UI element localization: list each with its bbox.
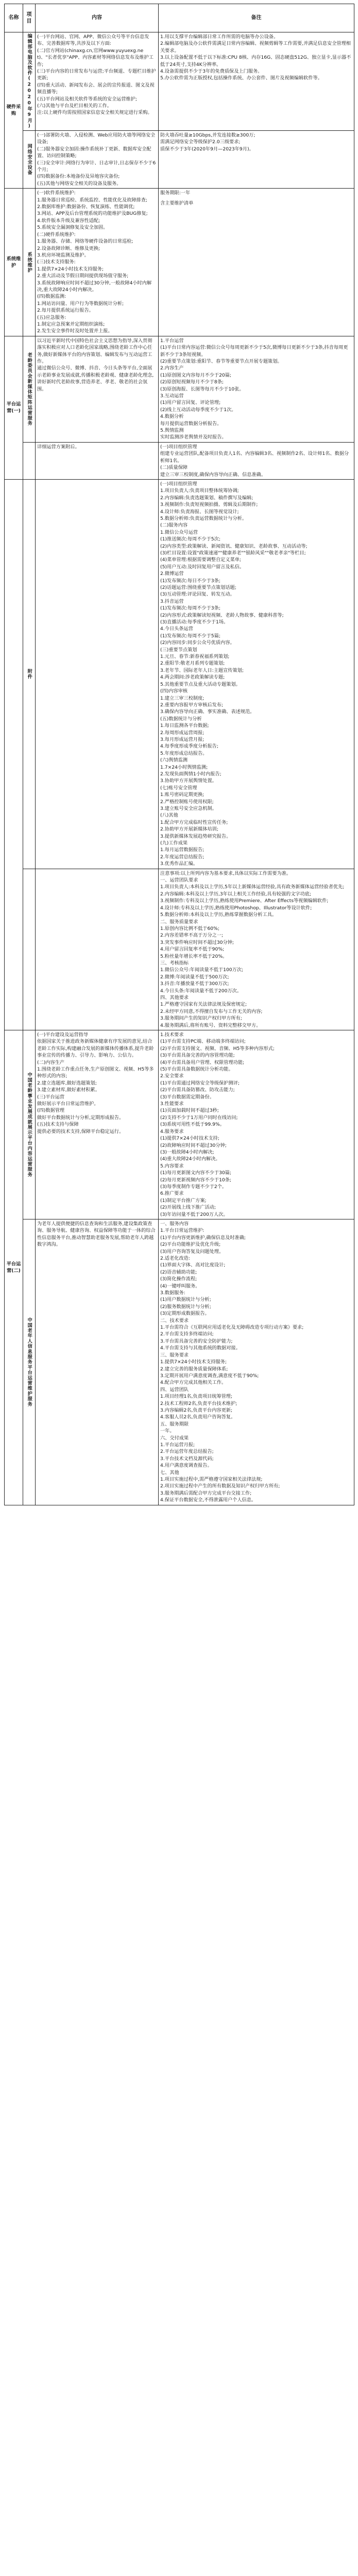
remark-line: (1)发布频次:每周不少于3条; — [160, 605, 220, 612]
remark-line: (三)重要节点策划 — [160, 647, 197, 653]
remark-line: (1)平台需通过网络安全等级保护测评; — [160, 1080, 240, 1086]
remark-line: 3.平台技术文档及源代码; — [160, 1455, 214, 1462]
header-name: 名称 — [5, 4, 23, 32]
remark-line: (1)用户数据统计与分析; — [160, 1297, 211, 1303]
remark-line: 2.未经甲方同意,不得擅自发布与工作无关的内容; — [160, 1008, 263, 1014]
remark-line: (2)原创短视频每月不少于8条; — [160, 379, 224, 385]
remark-line: (3)原创海报、长图等每月不少于10张。 — [160, 386, 244, 392]
remark-line: 建立三审三校制度,确保内容导向正确、信息准确。 — [160, 471, 266, 478]
section-name-cell — [5, 336, 23, 479]
remark-line: 4.客服人员2名,负责用户咨询答复。 — [160, 1414, 236, 1420]
remark-line: 1.每月运营数据报告; — [160, 847, 204, 853]
procurement-table — [4, 4, 354, 1505]
content-line: 2.发生安全事件时及时处置并上报。 — [37, 328, 113, 334]
remark-line: (2)话题运营:围绕重要节点策划话题; — [160, 585, 236, 590]
remark-line: 4.配合甲方完成其他相关工作。 — [160, 1380, 227, 1386]
remark-line: (2)支持不少于1万用户同时在线访问; — [160, 1114, 238, 1121]
header-item: 项目 — [23, 4, 36, 32]
remark-line: 每月提供运营数据分析报告。 — [160, 420, 222, 427]
remark-line: 3.数据服务: — [160, 1290, 185, 1296]
remark-line: 3.优秀作品汇编。 — [160, 861, 198, 867]
remark-line: 3.老年节、国际老年人日:主题宣传策划; — [160, 667, 244, 673]
content-line: 1.制定应急预案并定期组织演练; — [37, 321, 105, 327]
remark-line: 3.提供新媒体发展趋势研究报告。 — [160, 833, 231, 839]
remark-line: (5)用户互动:及时回复用户留言及私信。 — [160, 564, 245, 570]
remark-cell — [159, 32, 354, 131]
remark-line: 5.粉丝量年增长率不低于20%。 — [160, 953, 228, 959]
header-content: 内容 — [36, 4, 159, 32]
remark-line: 2.协助甲方开展新媒体培训; — [160, 826, 218, 833]
table-row — [5, 32, 354, 131]
remark-line: 5.年度形成总结报告。 — [160, 750, 208, 756]
table-row — [5, 189, 354, 336]
remark-line: (3)栏目设置:设置"政策速递""健康养老""银龄风采""敬老孝亲"等栏目; — [160, 550, 306, 556]
remark-line: 一、运营团队要求 — [160, 877, 198, 884]
content-line: 通过微信公众号、微博、抖音、今日头条等平台,全面展示老龄事业发展成就,传播积极老龄观、健康老龄化理念,讲好新时代老龄故事,营造养老、孝老、敬老的社会氛围。 — [37, 365, 154, 392]
remark-line: (1)制定平台推广方案; — [160, 1197, 207, 1204]
remark-line: 4.服务期满后,将所有账号、资料完整移交甲方。 — [160, 1022, 261, 1028]
content-line: 2.每月提供系统运行报告。 — [37, 308, 94, 314]
remark-line: 4.服务要求 — [160, 1128, 184, 1134]
remark-line: 3.服务期满后需配合甲方完成平台交接工作; — [160, 1490, 252, 1496]
remark-line: 1.项目负责人:本科及以上学历,5年以上新媒体运营经验,具有政务新媒体运营经验者优先; — [160, 884, 345, 890]
remark-line: 2.安全要求 — [160, 1073, 184, 1079]
content-line: (四)数据备份:本地备份及异地容灾备份; — [37, 174, 120, 180]
content-line: 1.网站访问量、用户行为等数据统计分析; — [37, 300, 124, 307]
remark-cell — [159, 1219, 354, 1505]
content-cell — [36, 442, 159, 479]
remark-line: 4.平台需支持与其他系统的数据对接。 — [160, 1345, 241, 1351]
remark-line: 5.舆情监测 — [160, 428, 184, 434]
content-line: 2.重大活动及节假日期间提供现场值守服务; — [37, 273, 129, 279]
content-cell — [36, 131, 159, 189]
remark-line: (5)平台需具备数据统计分析功能。 — [160, 1066, 233, 1073]
remark-line: 3.性能要求 — [160, 1101, 184, 1107]
remark-line: (一)项目组织管理 — [160, 444, 197, 450]
content-line: (一)平台网站、官网、APP、微信公众号等平台信息发布、完善数据库等,共涉及以下方面: — [37, 34, 149, 47]
remark-line: (1)提供7×24小时技术支持; — [160, 1136, 219, 1142]
content-line: 3.网站、APP及后台管理系统的功能维护及BUG修复; — [37, 211, 148, 217]
remark-line: 1.技术要求 — [160, 1032, 184, 1038]
remark-line: 6.推广要求 — [160, 1191, 184, 1197]
remark-line: (4)重大故障24小时内解决。 — [160, 1156, 220, 1162]
remark-line: 2.微博:年阅读量不低于500万次; — [160, 974, 229, 980]
remark-cell — [159, 479, 354, 869]
remark-line: (一)项目组织管理 — [160, 481, 197, 487]
remark-line: 1.严格遵守国家有关法律法规及保密规定; — [160, 1002, 247, 1008]
remark-line: 3.内容编辑2名,负责平台内容更新; — [160, 1407, 233, 1413]
remark-line: 4.用户留言回复率不低于90%; — [160, 946, 225, 953]
remark-line: (3)年访问量不低于200万人次。 — [160, 1211, 228, 1217]
remark-line: 2.发现负面舆情1小时内报告; — [160, 771, 221, 777]
item-cell — [23, 479, 36, 869]
remark-line: 二、服务质量要求 — [160, 919, 198, 925]
remark-line: 3.建立账号安全应急机制。 — [160, 806, 217, 811]
remark-line: 3.抖音:年播放量不低于300万次; — [160, 981, 229, 987]
remark-line: 2.内容差错率不高于万分之一; — [160, 933, 224, 939]
remark-line: (4)一键呼叫服务。 — [160, 1283, 200, 1289]
remark-line: 实时监测涉老舆情并及时报告。 — [160, 434, 227, 440]
remark-line: (2)开展线上线下推广活动; — [160, 1205, 216, 1211]
remark-line: 1.提供7×24小时技术支持服务; — [160, 1359, 227, 1365]
remark-line: 质保不少于3年(2020年9月—2023年9月)。 — [160, 146, 254, 152]
remark-line: (3)直播活动:每季度不少于1场。 — [160, 619, 229, 625]
remark-line: (八)其他 — [160, 812, 178, 819]
content-cell — [36, 336, 159, 442]
content-line: 5.系统安全漏洞修复及安全加固。 — [37, 225, 108, 231]
remark-line: (九)工作成果 — [160, 840, 188, 846]
remark-line: 3.平台需具备完善的安全防护能力; — [160, 1338, 233, 1344]
remark-line: (六)舆情监测 — [160, 757, 188, 764]
content-line: (四)重大活动、新闻发布会、展会的宣传报道、图文及视频直播等; — [37, 82, 155, 95]
item-label: 编辑部电脑及软件(2020年9月) — [26, 33, 32, 129]
remark-line: (3)平台需具备完善的内容管理功能; — [160, 1053, 235, 1059]
remark-line: (2)每月更新视频内容不少于10条; — [160, 1177, 232, 1183]
content-line: 2.设备故障诊断、维修及更换; — [37, 245, 100, 251]
item-label: 附件 — [26, 669, 32, 680]
remark-line: 4.两会期间:涉老政策解读专题; — [160, 674, 225, 681]
remark-line: (3)简化操作流程; — [160, 1276, 197, 1282]
remark-line: 1.项目负责人:负责项目整体统筹协调; — [160, 488, 239, 494]
remark-line: 四、运营团队 — [160, 1386, 189, 1393]
content-line: 依据国家关于推进政务新媒体健康有序发展的意见,结合老龄工作实际,构建融合发展的新媒体传播体系,提升老龄事业宣传的传播力、引导力、影响力、公信力。 — [37, 1039, 154, 1059]
remark-line: (1)推送频次:每周不少于5次; — [160, 536, 220, 543]
remark-line: 1.原创内容比例不低于60%; — [160, 925, 219, 931]
table-row — [5, 1030, 354, 1219]
content-line: 做好展示平台日常运营维护。 — [37, 1101, 99, 1107]
remark-line: 2.平台运营年度总结报告; — [160, 1449, 214, 1455]
remark-line: 需满足网络安全等级保护2.0三级要求; — [160, 139, 241, 145]
item-cell — [23, 1030, 36, 1219]
content-line: (一)平台建设及运营指导 — [37, 1032, 89, 1038]
remark-line: (3)系统可用性不低于99.9%。 — [160, 1122, 225, 1128]
remark-line: (1)页面加载时间不超过3秒; — [160, 1108, 219, 1114]
remark-line: 3.服务期间产生的知识产权归甲方所有; — [160, 1015, 242, 1022]
remark-line: (2)内容类型:政策解读、新闻资讯、健康知识、老龄故事、互动活动等; — [160, 543, 308, 549]
content-line: (二)内容生产 — [37, 1059, 65, 1065]
remark-cell — [159, 1030, 354, 1219]
remark-line: 3.抖音运营 — [160, 598, 184, 604]
remark-line: 4.今日头条:年阅读量不低于200万次。 — [160, 988, 242, 994]
content-line: (三)平台内容的日常发布与运营;平台频道、专题栏目维护更新; — [37, 69, 156, 81]
remark-line: (3)平台数据需定期备份。 — [160, 1094, 214, 1100]
table-row — [5, 131, 354, 189]
remark-line: (1)发布频次:每周不少于5篇; — [160, 633, 220, 639]
remark-line: 4.设计师:负责海报、长图等视觉设计; — [160, 509, 239, 515]
table-row — [5, 336, 354, 442]
remark-line: 1.建立三审三校制度; — [160, 695, 204, 701]
remark-line: (2)平台需具备防篡改、防攻击能力; — [160, 1087, 235, 1093]
remark-line: 3.确保内容导向正确、事实准确、表述规范。 — [160, 709, 255, 715]
content-cell — [36, 1219, 159, 1505]
remark-line: 2.年度运营总结报告; — [160, 854, 204, 860]
content-line: 1.围绕老龄工作重点任务,生产原创图文、视频、H5等多种形式的内容; — [37, 1066, 154, 1079]
remark-line: (2)故障响应时间不超过30分钟; — [160, 1142, 227, 1148]
remark-line: (1)平台需支持PC端、移动端多终端访问; — [160, 1039, 246, 1045]
content-line: (一)软件系统维护: — [37, 190, 76, 196]
content-line: (二)官方网站(chinaxg.cn,官网www.yuyuexg.net)、"长者优享"APP、内容素材等网络信息发布及维护工作; — [37, 47, 154, 67]
remark-line: 3.视频制作:专科及以上学历,熟练使用Premiere、After Effects等视频编辑软件; — [160, 898, 329, 904]
remark-line: 5.数据分析师:本科及以上学历,熟练掌握数据分析工具。 — [160, 912, 277, 918]
remark-line: (二)服务内容 — [160, 522, 188, 529]
remark-line: 3.协助甲方开展舆情处置。 — [160, 778, 217, 784]
remark-line: (2)内容形式:政策解读短视频、老龄人物故事、健康科普等; — [160, 612, 284, 618]
content-cell — [36, 32, 159, 131]
section-name-cell — [5, 479, 23, 1030]
remark-line: (3)每季度制作专题不少于2个。 — [160, 1183, 227, 1190]
content-cell — [36, 479, 159, 869]
remark-line: 1.配合甲方完成临时性宣传任务; — [160, 819, 228, 825]
remark-line: 5.办公软件需为正版授权,包括操作系统、办公套件、图片及视频编辑软件等。 — [160, 75, 322, 81]
table-row — [5, 1219, 354, 1505]
remark-line: 1.7×24小时舆情监测; — [160, 764, 208, 770]
content-line: (五)应急服务: — [37, 314, 66, 320]
remark-line: (4)菜单管理:根据需要调整自定义菜单; — [160, 557, 242, 563]
remark-line: (2)语音辅助功能; — [160, 1269, 197, 1275]
remark-line: 2.重要内容报甲方审核后发布; — [160, 702, 224, 708]
section-name: 平台运营(一) — [6, 401, 21, 414]
remark-line: (1)平台内容更新维护,确保信息及时准确; — [160, 1234, 246, 1241]
content-line: 2.数据库维护:数据备份、恢复演练、性能调优; — [37, 204, 135, 210]
remark-line: 三、服务要求 — [160, 1352, 189, 1358]
item-cell — [23, 189, 36, 336]
item-cell — [23, 32, 36, 131]
content-line: (三)技术支持服务: — [37, 259, 76, 265]
remark-line: 2.内容生产 — [160, 365, 184, 371]
remark-line: 二、技术要求 — [160, 1317, 189, 1324]
remark-line: (2)平台需支持图文、视频、音频、H5等多种内容形式; — [160, 1045, 275, 1052]
document-sheet — [4, 4, 354, 1505]
content-line: 1.服务器日常巡检、系统监控、性能优化及故障排查; — [37, 197, 147, 203]
remark-line: 1.微信公众号运营 — [160, 529, 198, 535]
content-line: (三)安全审计:网络行为审计、日志审计,日志保存不少于6个月; — [37, 160, 156, 173]
content-line: (二)硬件系统维护: — [37, 231, 76, 238]
remark-line: 2.微博运营 — [160, 571, 184, 577]
table-body — [5, 32, 354, 1505]
remark-line: 5.其他重要节点及重大活动专题策划。 — [160, 681, 241, 687]
content-line: 3.机房环境监测及维护。 — [37, 252, 89, 258]
remark-line: 4.每季度形成季度分析报告; — [160, 743, 218, 750]
remark-line: 五、服务期限 — [160, 1421, 189, 1427]
section-name: 系统维护 — [6, 256, 21, 269]
content-line: (一)部署防火墙、入侵检测、Web应用防火墙等网络安全设备; — [37, 132, 156, 145]
content-line: 2.建立选题库,做好选题策划; — [37, 1080, 97, 1086]
content-line: (六)其他与平台及栏目相关的工作。 — [37, 103, 112, 109]
remark-cell — [159, 131, 354, 189]
section-name: 硬件采购 — [6, 104, 21, 117]
remark-line: 4.用户满意度调查报告。 — [160, 1463, 212, 1469]
remark-line: 1.微信公众号:年阅读量不低于100万次; — [160, 967, 244, 973]
header-remark: 备注 — [159, 4, 354, 32]
remark-line: (2)内容同步:同步公众号优质内容。 — [160, 640, 235, 646]
remark-line: (3)用户咨询答复及问题处理。 — [160, 1248, 224, 1255]
remark-line: 1.平台运营 — [160, 337, 184, 344]
remark-line: 一年。 — [160, 1428, 175, 1434]
remark-line: 2.每周形成运营周报; — [160, 730, 204, 736]
table-row — [5, 869, 354, 1030]
remark-line: 注意事项:以上所列内容为基本要求,具体以实际工作需要为准。 — [160, 870, 292, 876]
remark-line: 服务期限:一年 — [160, 190, 191, 196]
remark-line: 5.内容要求 — [160, 1163, 184, 1169]
remark-line: 2.编辑部电脑及办公软件需满足日常内容编辑、视频剪辑等工作需要,并满足信息安全管理相关要求。 — [160, 41, 351, 54]
content-line: (五)其他与网络安全相关的设备及服务。 — [37, 180, 122, 187]
remark-line: 1.平台运营月报; — [160, 1442, 195, 1448]
item-label: 中国老龄事业发展成就展示平台内容运营服务 — [26, 1072, 32, 1177]
content-cell — [36, 1030, 159, 1219]
remark-line: (二)质量保障 — [160, 465, 188, 471]
remark-line: 四、其他要求 — [160, 994, 189, 1001]
content-line: 做好平台数据统计与分析,定期形成报告。 — [37, 1114, 124, 1121]
remark-line: 3.互动运营 — [160, 393, 184, 399]
content-line: 1.服务器、存储、网络等硬件设备的日常巡检; — [37, 239, 133, 245]
item-label: 老龄委员会新媒体矩阵运营服务 — [26, 352, 32, 426]
content-line: (四)数据监测: — [37, 294, 66, 300]
remark-line: (1)用户留言回复、评论管理; — [160, 400, 221, 406]
remark-line: 防火墙吞吐量≥10Gbps,并发连接数≥300万; — [160, 132, 255, 138]
remark-line: 4.设计师:专科及以上学历,熟练使用Photoshop、Illustrator等设计软件; — [160, 905, 312, 911]
content-line: (二)服务器安全加固:操作系统补丁更新、数据库安全配置、访问控制策略; — [37, 146, 151, 159]
remark-line: (1)原创图文内容每月不少于20篇; — [160, 372, 232, 378]
remark-line: 1.项目实施过程中,需严格遵守国家相关法律法规; — [160, 1477, 263, 1482]
content-line: 1.提供7×24小时技术支持服务; — [37, 266, 104, 272]
remark-line: 六、交付成果 — [160, 1435, 189, 1441]
remark-line: 1.用以支撑平台编辑部日常工作所需的电脑等办公设备。 — [160, 34, 279, 40]
table-row — [5, 479, 354, 869]
remark-line: 2.建立完善的服务质量保障体系; — [160, 1366, 228, 1372]
section-name-cell — [5, 1030, 23, 1505]
remark-line: 组建专业运营团队,配备项目负责人1名、内容编辑3名、视频制作2名、设计师1名、数据分析师1名。 — [160, 451, 349, 464]
content-line: 为老年人提供便捷的信息查询和生活服务,建设集政策查询、服务导航、健康咨询、权益保障等功能于一体的综合性信息服务平台,推动智慧助老服务发展,帮助老年人跨越数字鸿沟。 — [37, 1221, 156, 1248]
remark-line: 2.项目实施过程中产生的所有数据及知识产权归甲方所有; — [160, 1483, 280, 1489]
remark-line: (1)平台日常内容运营:微信公众号每周更新不少于5次,微博每日更新不少于3条,抖音每周更新不少于3条短视频。 — [160, 345, 348, 358]
remark-line: 2.严格控制账号使用权限; — [160, 799, 214, 805]
content-line: 3.建立素材库,做好素材积累。 — [37, 1087, 100, 1093]
remark-line: 4.数据分析 — [160, 414, 184, 420]
remark-line: 3.定期开展用户满意度调查,满意度不低于90%; — [160, 1372, 259, 1379]
remark-line: 2.内容编辑:负责选题策划、稿件撰写及编辑; — [160, 495, 253, 501]
content-line: 详细运营方案附后。 — [37, 444, 80, 450]
remark-line: (2)服务数据统计与分析; — [160, 1303, 211, 1310]
remark-line: 2.技术工程师2名,负责平台技术维护; — [160, 1400, 237, 1406]
item-cell — [23, 442, 36, 479]
remark-line: 4.设备需提供不少于3年的免费质保及上门服务。 — [160, 69, 263, 75]
remark-line: 含主要维护清单 — [160, 200, 194, 206]
content-line: (四)数据管理 — [37, 1108, 65, 1114]
remark-cell — [159, 189, 354, 336]
remark-line: 1.账号密码定期更换; — [160, 792, 204, 798]
remark-line: (1)每月更新图文内容不少于30篇; — [160, 1170, 232, 1176]
remark-line: (3)一般故障4小时内解决; — [160, 1149, 214, 1155]
remark-line: 1.每日监测各平台数据; — [160, 723, 209, 729]
remark-line: 3.突发事件响应时间不超过30分钟; — [160, 939, 234, 945]
remark-line: (3)定期形成数据报告。 — [160, 1311, 210, 1317]
remark-line: (3)互动管理:评论回复、转发互动。 — [160, 591, 235, 598]
item-cell — [23, 1219, 36, 1505]
remark-line: (2)线上互动活动每季度不少于1次。 — [160, 406, 236, 413]
section-name-cell — [5, 32, 23, 189]
remark-line: 2.内容编辑:本科及以上学历,3年以上相关工作经验,具有较强的文字功底; — [160, 891, 312, 897]
remark-cell — [159, 869, 354, 1030]
remark-line: 七、其他 — [160, 1469, 179, 1476]
content-line: 以习近平新时代中国特色社会主义思想为指导,深入贯彻落实积极应对人口老龄化国家战略,围绕老龄工作中心任务,做好新媒体平台的内容策划、编辑发布与互动运营工作。 — [37, 337, 152, 364]
remark-line: 4.今日头条运营 — [160, 626, 193, 632]
content-cell — [36, 189, 159, 336]
content-line: 提供必要的技术支持,保障平台稳定运行。 — [37, 1128, 124, 1134]
content-line: (三)平台运营 — [37, 1094, 65, 1100]
remark-line: 1.元旦、春节:新春祝福系列策划; — [160, 654, 230, 660]
content-line: 4.软件版本升级及兼容性适配; — [37, 217, 100, 224]
content-cell — [36, 869, 159, 1030]
remark-line: 2.重阳节:敬老月系列专题策划; — [160, 660, 225, 667]
content-line: (五)平台网站及相关软件等系统的安全运营维护; — [37, 96, 138, 102]
remark-line: 2.平台需支持多终端访问; — [160, 1331, 214, 1337]
remark-line: (2)重要节点策划:重阳节、春节等重要节点开展专题策划。 — [160, 359, 282, 364]
item-label: 中国老年人信息服务平台运营维护服务 — [26, 1317, 32, 1407]
item-cell — [23, 131, 36, 189]
remark-line: (1)发布频次:每日不少于3条; — [160, 578, 220, 584]
content-line: 3.系统故障响应时间不超过30分钟,一般故障4小时内解决,重大故障24小时内解决。 — [37, 280, 152, 293]
content-line: (五)技术支持与保障 — [37, 1122, 79, 1128]
remark-line: 三、考核指标 — [160, 960, 189, 966]
table-row — [5, 442, 354, 479]
remark-cell — [159, 336, 354, 442]
item-cell — [23, 869, 36, 1030]
remark-line: 3.每月形成运营月报; — [160, 736, 204, 742]
item-label: 系统维护 — [26, 251, 32, 273]
remark-line: (2)平台功能维护及优化升级; — [160, 1242, 221, 1248]
remark-line: (4)平台需具备用户管理、权限管理功能; — [160, 1059, 245, 1065]
remark-line: 1.平台需符合《互联网应用适老化及无障碍改造专项行动方案》要求; — [160, 1325, 304, 1331]
remark-line: (四)内容审核 — [160, 688, 188, 694]
item-cell — [23, 336, 36, 442]
remark-line: (七)账号安全管理 — [160, 785, 197, 791]
header-row — [5, 4, 354, 32]
remark-line: (1)界面大字体、高对比度设计; — [160, 1262, 226, 1268]
remark-line: 2.适老化改造: — [160, 1256, 190, 1261]
item-label: 网络安全设备 — [26, 144, 32, 176]
remark-line: 4.保证平台数据安全,不得泄露用户个人信息。 — [160, 1497, 257, 1503]
remark-line: 一、服务内容 — [160, 1221, 189, 1227]
section-name: 平台运营(二) — [6, 1261, 21, 1274]
remark-cell — [159, 442, 354, 479]
remark-line: 1.平台日常运营维护: — [160, 1228, 204, 1234]
remark-line: 3.以上设备配置不低于以下标准:CPU 8核、内存16G、固态硬盘512G、独立显卡,显示器不低于24英寸,支持4K分辨率。 — [160, 55, 351, 67]
content-line: 注:以上硬件均需按照国家信息安全相关规定进行采购。 — [37, 110, 152, 116]
remark-line: 1.项目经理1名,负责项目统筹管理; — [160, 1394, 233, 1400]
section-name-cell — [5, 189, 23, 336]
remark-line: (五)数据统计与分析 — [160, 716, 202, 722]
remark-line: 5.数据分析师:负责运营数据统计与分析。 — [160, 515, 247, 521]
remark-line: 3.视频制作:负责短视频拍摄、剪辑及后期制作; — [160, 502, 258, 508]
